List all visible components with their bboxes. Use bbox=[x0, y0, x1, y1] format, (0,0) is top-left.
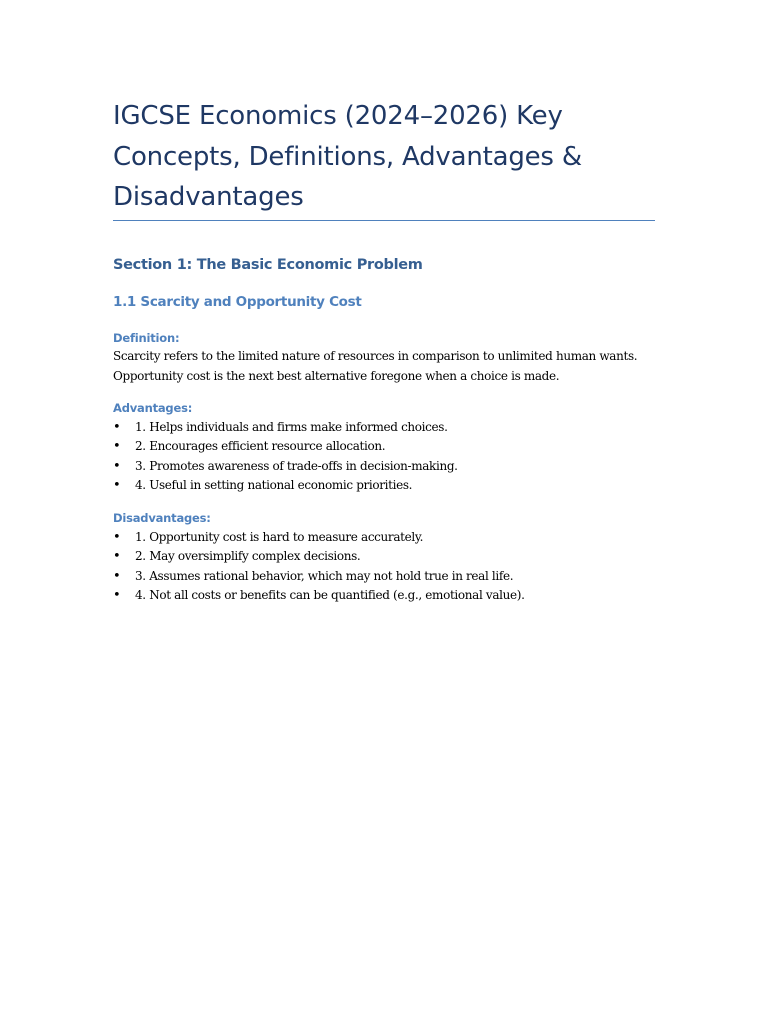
bullet-icon: • bbox=[113, 439, 121, 455]
disadvantage-item-text: 1. Opportunity cost is hard to measure accurately. bbox=[135, 530, 424, 544]
disadvantages-label: Disadvantages: bbox=[113, 511, 211, 525]
document-title: IGCSE Economics (2024–2026) Key Concepts, Definitions, Advantages & Disadvantages bbox=[113, 101, 582, 212]
bullet-icon: • bbox=[113, 588, 121, 604]
disadvantage-item-text: 3. Assumes rational behavior, which may not hold true in real life. bbox=[135, 568, 514, 583]
bullet-icon: • bbox=[113, 549, 121, 565]
subsection-heading: 1.1 Scarcity and Opportunity Cost bbox=[113, 294, 362, 310]
definition-label: Definition: bbox=[113, 331, 180, 345]
title-underline-divider bbox=[113, 220, 655, 221]
bullet-icon: • bbox=[113, 568, 121, 584]
section-heading: Section 1: The Basic Economic Problem bbox=[113, 257, 423, 273]
disadvantage-item-text: 2. May oversimplify complex decisions. bbox=[135, 549, 361, 564]
bullet-icon: • bbox=[113, 420, 121, 435]
advantage-item-text: 2. Encourages efficient resource allocation. bbox=[135, 439, 386, 454]
definition-text: Scarcity refers to the limited nature of resources in comparison to unlimited human wants. Opportunity cost is the next best alternative foregone when a choice is made. bbox=[113, 349, 638, 383]
disadvantage-item-text: 4. Not all costs or benefits can be quantified (e.g., emotional value). bbox=[135, 588, 525, 603]
advantage-item-text: 4. Useful in setting national economic priorities. bbox=[135, 478, 413, 493]
advantage-item-text: 3. Promotes awareness of trade-offs in decision-making. bbox=[135, 458, 458, 473]
bullet-icon: • bbox=[113, 458, 121, 474]
advantages-label: Advantages: bbox=[113, 401, 193, 415]
advantage-item-text: 1. Helps individuals and firms make informed choices. bbox=[135, 420, 448, 434]
bullet-icon: • bbox=[113, 530, 121, 545]
bullet-icon: • bbox=[113, 478, 121, 494]
